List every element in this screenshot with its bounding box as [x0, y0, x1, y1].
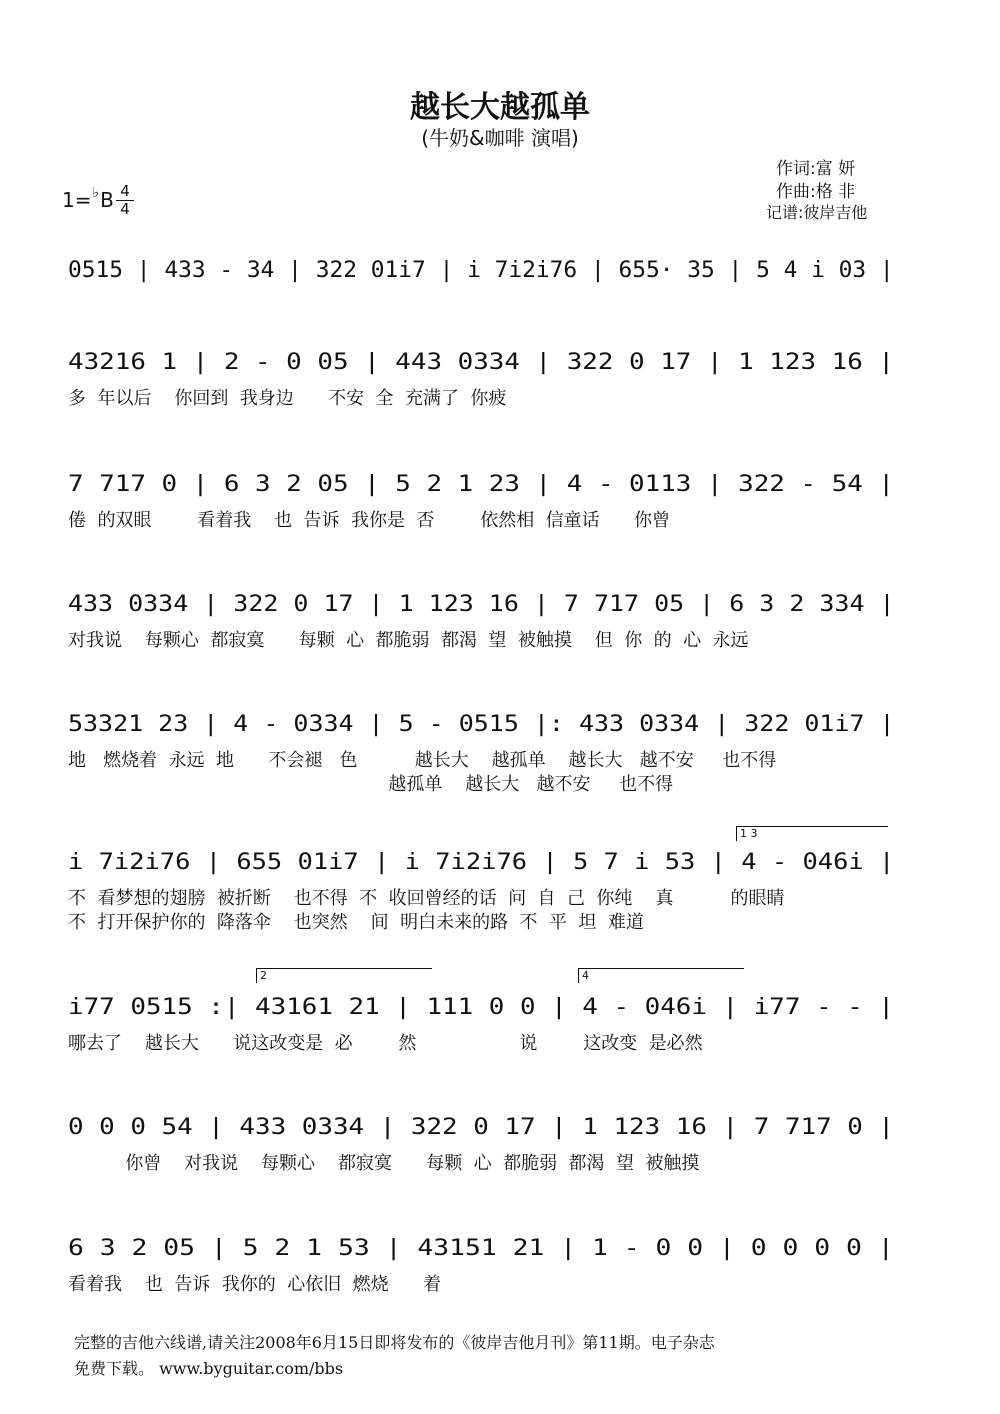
song-title: 越长大越孤单: [410, 90, 590, 125]
notation-line: 0515 | 433 - 34 | 322 01i7 | i 7i2i76 | 655· 35 | 5 4 i 03 |: [68, 258, 894, 283]
score-line: [68, 712, 895, 795]
notation-line: i77 0515 :| 43161 21 | 111 0 0 | 4 - 046i | i77 - - |: [68, 995, 894, 1020]
notation-line: 53321 23 | 4 - 0334 | 5 - 0515 |: 433 0334 | 322 01i7 |: [68, 712, 895, 737]
lyric-line: 对我说 每颗心 都寂寞 每颗 心 都脆弱 都渴 望 被触摸 但 你 的 心 永远: [68, 630, 749, 651]
lyricist-credit: 作词:富 妍: [776, 159, 856, 179]
notation-line: 7 717 0 | 6 3 2 05 | 5 2 1 23 | 4 - 0113 | 322 - 54 |: [68, 472, 894, 497]
lyric-line: 你曾 对我说 每颗心 都寂寞 每颗 心 都脆弱 都渴 望 被触摸: [68, 1153, 700, 1174]
time-top: 4: [120, 182, 130, 200]
lyric-line: 地 燃烧着 永远 地 不会褪 色 越长大 越孤单 越长大 越不安 也不得: [68, 750, 777, 771]
key-prefix: 1=: [62, 188, 92, 212]
lyric-line: 倦 的双眼 看着我 也 告诉 我你是 否 依然相 信童话 你曾: [68, 510, 670, 531]
time-bottom: 4: [120, 200, 130, 218]
volta-1-3: 1 3: [736, 826, 888, 841]
score-line: [68, 592, 895, 651]
composer-credit: 作曲:格 非: [776, 182, 856, 202]
transcriber-credit: 记谱:彼岸吉他: [766, 203, 868, 222]
score-line: [68, 1236, 894, 1295]
score-line: [68, 350, 894, 409]
notation-line: 43216 1 | 2 - 0 05 | 443 0334 | 322 0 17 | 1 123 16 |: [68, 350, 894, 375]
lyric-line: 看着我 也 告诉 我你的 心依旧 燃烧 着: [68, 1274, 441, 1295]
score-line: [68, 1115, 894, 1174]
footer-note: [74, 1330, 934, 1382]
volta-2: 2: [256, 968, 432, 983]
score-line: [68, 850, 895, 933]
notation-line: i 7i2i76 | 655 01i7 | i 7i2i76 | 5 7 i 53 | 4 - 046i |: [68, 850, 895, 875]
notation-line: 6 3 2 05 | 5 2 1 53 | 43151 21 | 1 - 0 0 | 0 0 0 0 |: [68, 1236, 894, 1261]
lyric-line: 越孤单 越长大 越不安 也不得: [68, 774, 674, 795]
key-signature: [62, 185, 114, 212]
score-line: [68, 995, 894, 1054]
song-subtitle: (牛奶&咖啡 演唱): [421, 126, 579, 150]
volta-4: 4: [578, 968, 744, 983]
flat-icon: ♭: [92, 185, 100, 201]
footer-line-1: 完整的吉他六线谱,请关注2008年6月15日即将发布的《彼岸吉他月刊》第11期。电子杂志: [74, 1333, 715, 1352]
lyric-line: 多 年以后 你回到 我身边 不安 全 充满了 你疲: [68, 388, 507, 409]
key-note: B: [100, 188, 114, 212]
footer-line-2: 免费下载。 www.byguitar.com/bbs: [74, 1359, 344, 1378]
time-signature: [116, 184, 134, 217]
score-line: [68, 472, 894, 531]
lyric-line: 哪去了 越长大 说这改变是 必 然 说 这改变 是必然: [68, 1033, 703, 1054]
lyric-line: 不 打开保护你的 降落伞 也突然 间 明白未来的路 不 平 坦 难道: [68, 912, 644, 933]
notation-line: 0 0 0 54 | 433 0334 | 322 0 17 | 1 123 16 | 7 717 0 |: [68, 1115, 894, 1140]
notation-line: 433 0334 | 322 0 17 | 1 123 16 | 7 717 05 | 6 3 2 334 |: [68, 592, 895, 617]
lyric-line: 不 看梦想的翅膀 被折断 也不得 不 收回曾经的话 问 自 己 你纯 真 的眼睛: [68, 888, 785, 909]
score-line: [68, 258, 894, 298]
